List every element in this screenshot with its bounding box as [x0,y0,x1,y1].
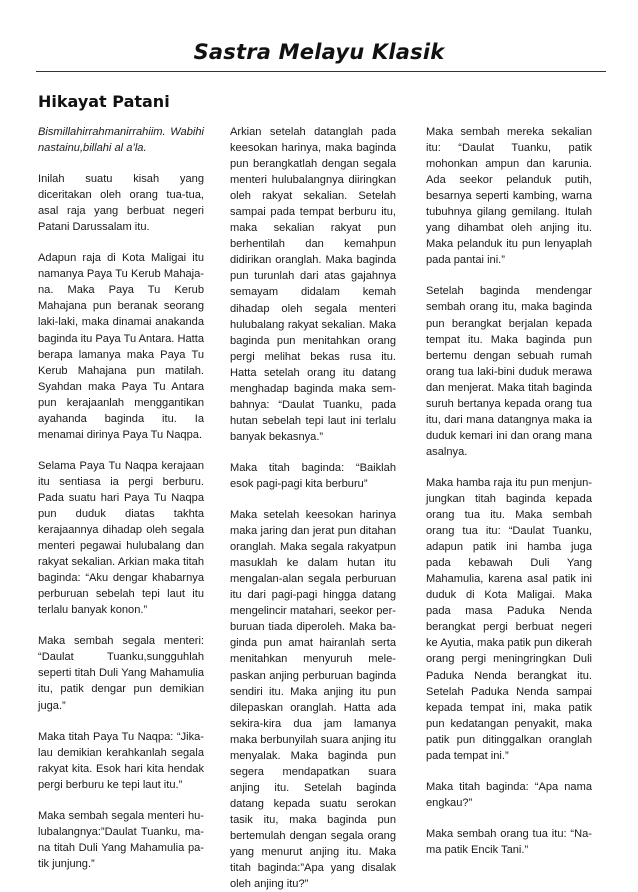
paragraph: Arkian setelah datanglah pada keesokan harinya, maka baginda pun berangkatlah dengan segala menteri hulubalangnya diiringkan oleh rakyat sekalian. Setelah sampai pada tempat berburu itu, maka sekalian rakyat pun berhentilah dan kemahpun didirikan oranglah. Maka baginda pun turunlah dari atas gajahnya semayam didalam kemah dihadap oleh segala menteri hulubalang rakyat sekalian. Maka baginda pun menitahkan orang pergi melihat bekas rusa itu. Hatta setelah orang itu datang menghadap baginda maka sembahnya: “Daulat Tuanku, pada hutan sebelah tepi laut ini terlalu banyak bekasnya.” [230,126,396,443]
paragraph: Setelah baginda mendengar sembah orang itu, maka baginda pun berangkat berjalan kepada tempat itu. Maka baginda pun bertemu dengan sebuah rumah orang tua laki-bini duduk merawa dan menjerat. Maka titah baginda suruh bertanya kepada orang tua itu, dari mana datangnya maka ia duduk kemari ini dan orang mana asalnya. [426,285,592,458]
paragraph: Maka sembah orang tua itu: “Nama patik Encik Tani.” [426,827,592,856]
paragraph: Maka sembah mereka sekalian itu: “Daulat Tuanku, patik mohonkan ampun dan karunia. Ada seekor pelanduk putih, besarnya seperti kambing, warna tubuhnya gilang gemilang. Itulah yang dihambat oleh anjing itu. Maka pelanduk itu pun lenyaplah pada pantai ini.” [426,126,592,267]
paragraph: Maka titah Paya Tu Naqpa: “Jikalau demikian kerahkanlah segala rakyat kita. Esok hari kita hendak pergi berburu ke tepi laut itu.” [38,730,204,791]
paragraph: Maka titah baginda: “Baiklah esok pagi-pagi kita berburu” [230,461,396,490]
header-title: Sastra Melayu Klasik [193,40,445,64]
paragraph: Bismillahirrahmanirrahiim. Wabihi nastainu,billahi al a’la. [38,126,204,155]
header-rule [36,71,606,72]
text-column-1 [38,124,204,872]
paragraph: Maka sembah segala menteri hulubalangnya:”Daulat Tuanku, mana titah Duli Yang Mahamulia patik junjung.” [38,809,204,870]
paragraph: Maka setelah keesokan harinya maka jaring dan jerat pun ditahan oranglah. Maka segala rakyatpun masuklah ke dalam hutan itu mengalan-alan segala perburuan itu dari pagi-pagi hingga datang mengelincir matahari, seekor perburuan tiada diperoleh. Maka baginda pun amat hairanlah serta menitahkan menyuruh melepaskan anjing perburuan baginda sendiri itu. Maka anjing itu pun dilepaskan oranglah. Hatta ada sekira-kira dua jam lamanya maka berbunyilah suara anjing itu menyalak. Maka baginda pun segera mendapatkan suara anjing itu. Setelah baginda datang kepada suatu serokan tasik itu, maka baginda pun bertemulah dengan segala orang yang menurut anjing itu. Maka titah baginda:”Apa yang disalak oleh anjing itu?” [230,509,396,891]
text-column-3 [426,124,592,858]
paragraph: Maka sembah segala menteri: “Daulat Tuanku,sungguhlah seperti titah Duli Yang Mahamulia itu, patik dengar pun demikian juga.” [38,635,204,712]
article-title: Hikayat Patani [38,92,170,111]
paragraph: Maka hamba raja itu pun menjunjungkan titah baginda kepada orang tua itu. Maka sembah orang tua itu: “Daulat Tuanku, adapun patik ini hamba juga pada kebawah Duli Yang Mahamulia, karena asal patik ini duduk di Kota Maligai. Maka pada masa Paduka Nenda berangkat pergi berbuat negeri ke Ayutia, maka patik pun dikerah orang pergi meningringkan Duli Paduka Nenda berangkat itu. Setelah Paduka Nenda sampai kepada tempat ini, maka patik pun kedatangan penyakit, maka patik pun ditinggalkan oranglah pada tempat ini.” [426,476,592,762]
paragraph: Selama Paya Tu Naqpa kerajaan itu sentiasa ia pergi berburu. Pada suatu hari Paya Tu Naqpa pun duduk diatas takhta kerajaannya dihadap oleh segala menteri pegawai hulubalang dan rakyat sekalian. Arkian maka titah baginda: “Aku dengar khabarnya perburuan sebelah tepi laut itu terlalu banyak konon.” [38,459,204,617]
paragraph: Maka titah baginda: “Apa nama engkau?” [426,780,592,809]
paragraph: Inilah suatu kisah yang diceritakan oleh orang tua-tua, asal raja yang berbuat negeri Patani Darussalam itu. [38,173,204,234]
paragraph: Adapun raja di Kota Maligai itu namanya Paya Tu Kerub Mahajana. Maka Paya Tu Kerub Mahajana pun beranak seorang laki-laki, maka dinamai anakanda baginda itu Paya Tu Antara. Hatta berapa lamanya maka Paya Tu Kerub Mahajana pun matilah. Syahdan maka Paya Tu Antara pun kerajaanlah menggantikan ayahanda baginda itu. Ia menamai dirinya Paya Tu Naqpa. [38,252,204,441]
text-column-2 [230,124,396,892]
